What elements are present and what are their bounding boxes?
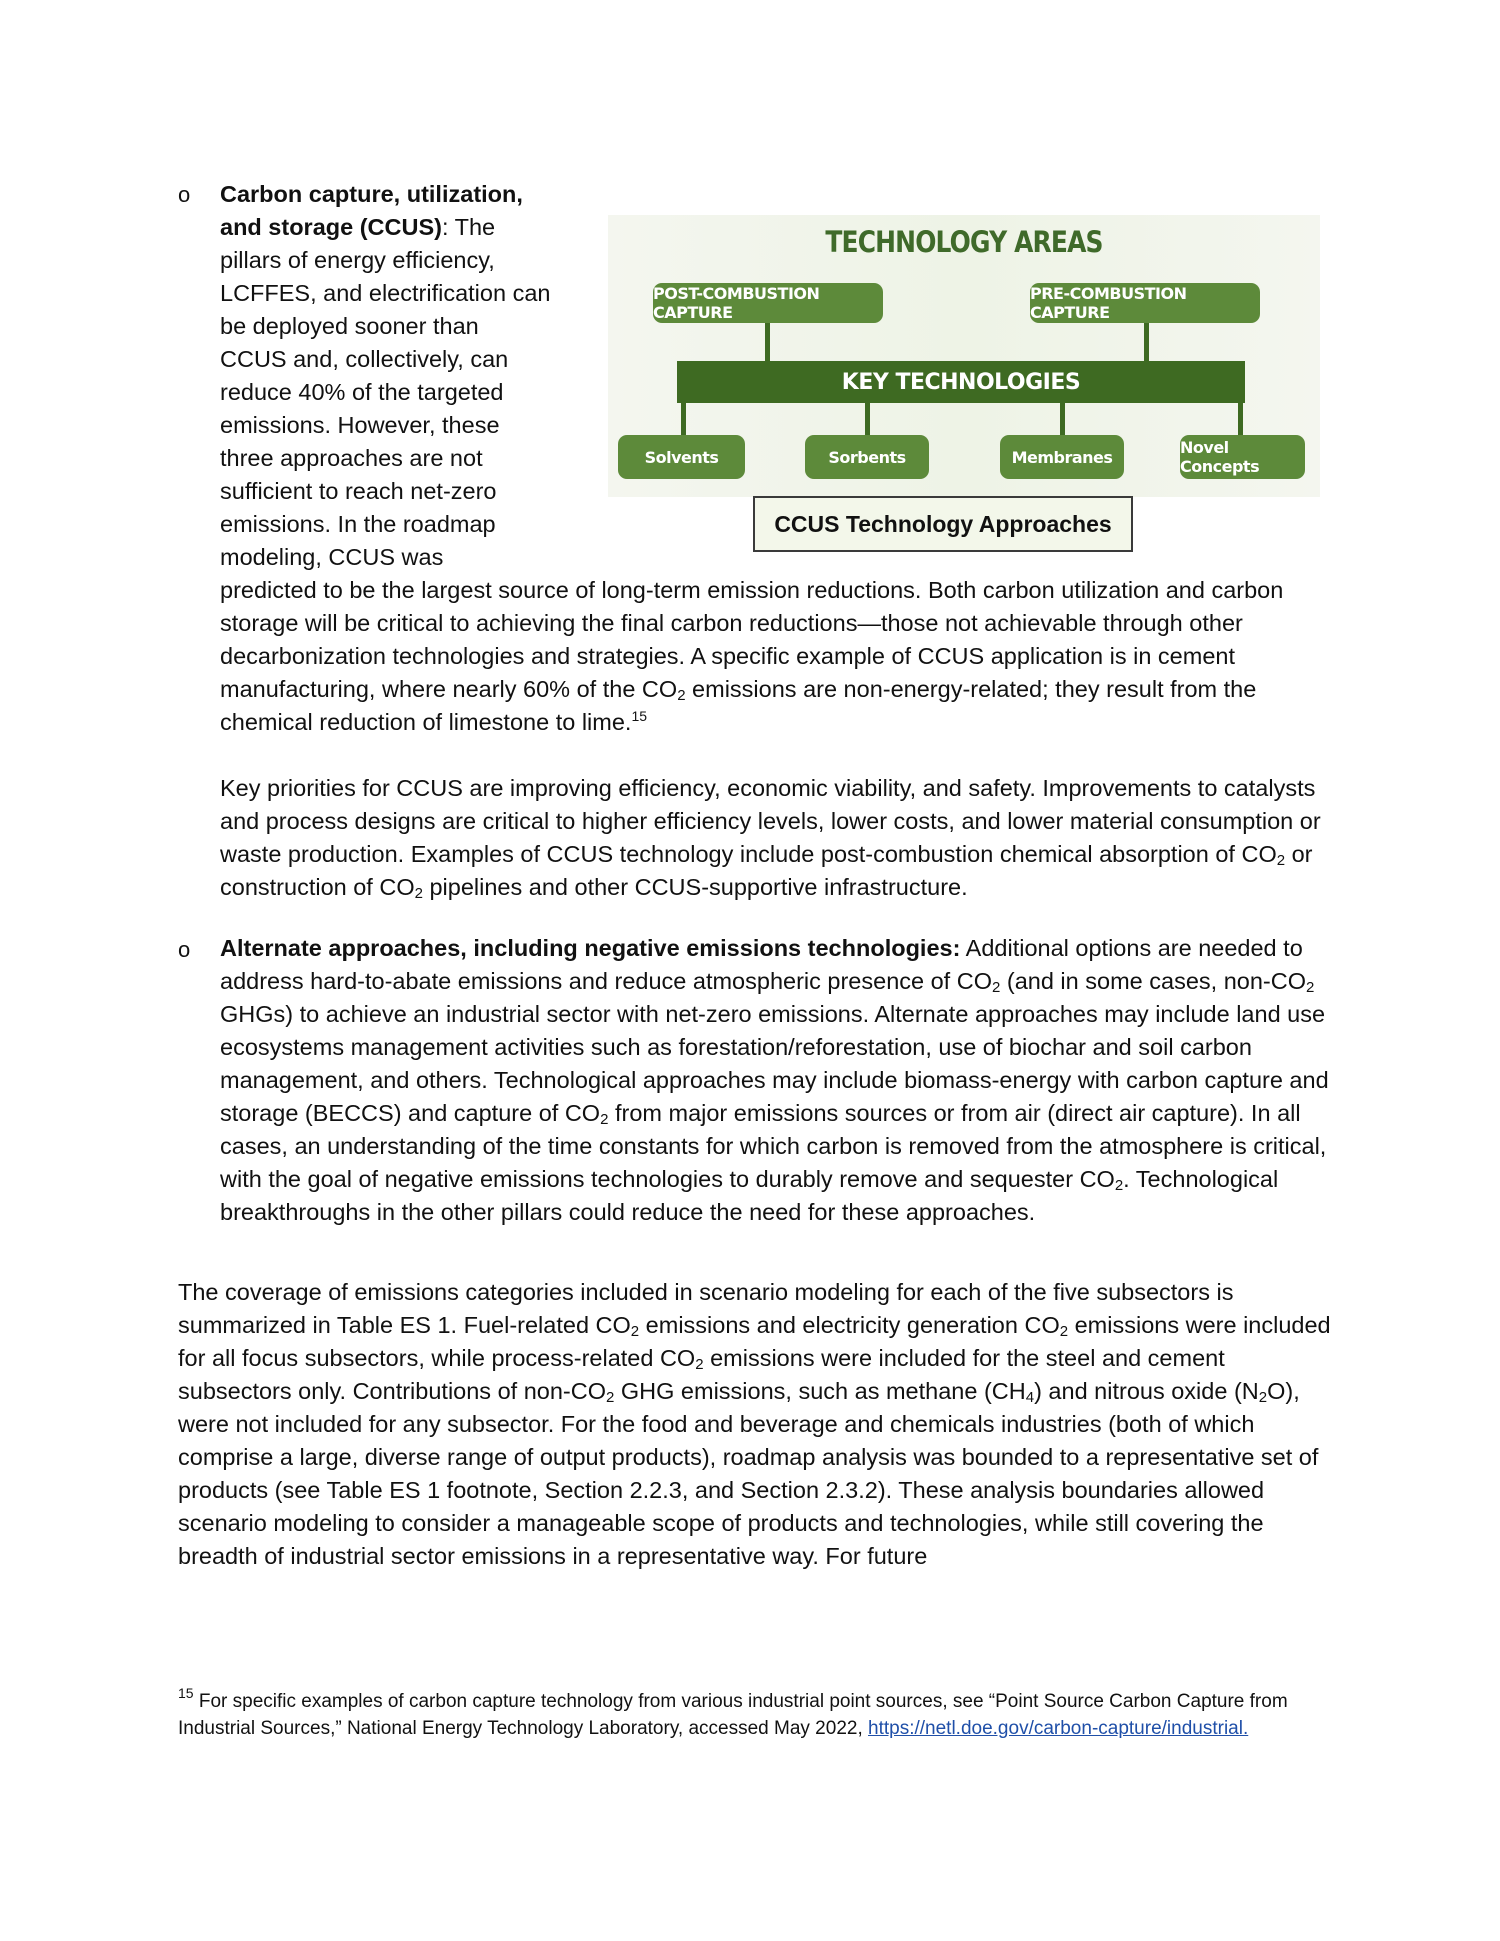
ccus-line: CCUS and, collectively, can — [220, 346, 509, 372]
alternate-text: Additional options are needed to address hard-to-abate emissions and reduce atmospheric presence of CO — [220, 935, 1303, 994]
subscript: 2 — [1276, 852, 1286, 869]
ccus-line: emissions. However, these — [220, 412, 500, 438]
body-text: emissions and electricity generation CO — [639, 1312, 1060, 1338]
diagram-caption: CCUS Technology Approaches — [753, 496, 1133, 552]
ccus-line: three approaches are not — [220, 445, 483, 471]
alternate-approaches-paragraph — [220, 932, 1335, 1229]
ccus-line: emissions. In the roadmap — [220, 511, 496, 537]
key-technologies-bar: KEY TECHNOLOGIES — [677, 361, 1245, 403]
subscript: 2 — [1305, 979, 1315, 996]
alternate-heading: Alternate approaches, including negative emissions technologies: — [220, 935, 961, 961]
bullet-marker: o — [178, 182, 191, 207]
priorities-text: pipelines and other CCUS-supportive infrastructure. — [422, 874, 968, 900]
ccus-line: LCFFES, and electrification can — [220, 280, 551, 306]
connector-line — [1060, 403, 1065, 435]
ccus-cont-text: emissions are non-energy-related; they result from the chemical reduction of limestone to lime. — [220, 676, 1257, 735]
solvents-box: Solvents — [618, 435, 745, 479]
subscript: 2 — [1059, 1323, 1069, 1340]
post-combustion-capture-box: POST-COMBUSTION CAPTURE — [653, 283, 883, 323]
ccus-line: sufficient to reach net-zero — [220, 478, 497, 504]
connector-line — [1238, 403, 1243, 435]
subscript: 2 — [1114, 1177, 1124, 1194]
ccus-line: pillars of energy efficiency, — [220, 247, 495, 273]
body-text: ) and nitrous oxide (N — [1034, 1378, 1259, 1404]
ccus-heading-line2: and storage (CCUS) — [220, 214, 442, 240]
ccus-wrapped-text — [220, 178, 570, 574]
ccus-line: modeling, CCUS was — [220, 544, 444, 570]
footnote — [178, 1685, 1328, 1742]
body-text: emissions were included for the steel and cement subsectors only. Contributions of non-CO — [178, 1345, 1225, 1404]
alternate-text: GHGs) to achieve an industrial sector with net-zero emissions. Alternate approaches may include land use ecosystems management activities such as forestation/reforestation, use of biochar and soil carbon management, and others. Technological approaches may include biomass-energy with carbon capture and storage (BECCS) and capture of CO — [220, 1001, 1329, 1126]
body-text: emissions were included for all focus subsectors, while process-related CO — [178, 1312, 1331, 1371]
subscript: 2 — [606, 1389, 615, 1406]
technology-areas-diagram — [608, 215, 1320, 497]
footnote-number: 15 — [178, 1685, 194, 1701]
subscript: 2 — [992, 979, 1001, 996]
sorbents-box: Sorbents — [805, 435, 929, 479]
ccus-line: reduce 40% of the targeted — [220, 379, 504, 405]
connector-line — [681, 403, 686, 435]
alternate-text: (and in some cases, non-CO — [1000, 968, 1306, 994]
subscript: 2 — [600, 1111, 609, 1128]
ccus-line: be deployed sooner than — [220, 313, 479, 339]
bullet-marker: o — [178, 937, 191, 962]
body-text: GHG emissions, such as methane (CH — [614, 1378, 1026, 1404]
diagram-title: TECHNOLOGY AREAS — [825, 225, 1103, 259]
ccus-priorities — [220, 772, 1335, 904]
connector-line — [765, 323, 770, 361]
ccus-continuation — [220, 574, 1335, 739]
footnote-ref[interactable]: 15 — [631, 708, 648, 724]
subscript: 2 — [695, 1356, 704, 1373]
footnote-text: For specific examples of carbon capture technology from various industrial point sources, see “Point Source Carbon Capture from Industrial Sources,” National Energy Technology Laboratory, accessed May 2022, — [178, 1691, 1288, 1739]
connector-line — [1144, 323, 1149, 361]
footnote-link[interactable]: https://netl.doe.gov/carbon-capture/industrial. — [868, 1718, 1249, 1739]
subscript: 2 — [677, 687, 686, 704]
coverage-paragraph — [178, 1276, 1336, 1573]
body-text: The coverage of emissions categories included in scenario modeling for each of the five subsectors is summarized in Table ES 1. Fuel-related CO — [178, 1279, 1234, 1338]
alternate-text: from major emissions sources or from air (direct air capture). In all cases, an understanding of the time constants for which carbon is removed from the atmosphere is critical, with the goal of negative emissions technologies to durably remove and sequester CO — [220, 1100, 1327, 1192]
membranes-box: Membranes — [1000, 435, 1124, 479]
ccus-heading-suffix: : The — [441, 214, 496, 240]
connector-line — [865, 403, 870, 435]
subscript: 4 — [1025, 1389, 1035, 1406]
subscript: 2 — [630, 1323, 640, 1340]
body-text: O), were not included for any subsector. For the food and beverage and chemicals industries (both of which comprise a large, diverse range of output products), roadmap analysis was bounded to a representative set of products (see Table ES 1 footnote, Section 2.2.3, and Section 2.3.2). These analysis boundaries allowed scenario modeling to consider a manageable scope of products and technologies, while still covering the breadth of industrial sector emissions in a representative way. For future — [178, 1378, 1319, 1569]
subscript: 2 — [414, 885, 423, 902]
pre-combustion-capture-box: PRE-COMBUSTION CAPTURE — [1030, 283, 1260, 323]
ccus-heading-line1: Carbon capture, utilization, — [220, 181, 523, 207]
ccus-cont-text: predicted to be the largest source of long-term emission reductions. Both carbon utilization and carbon storage will be critical to achieving the final carbon reductions—those not achievable through other decarbonization technologies and strategies. A specific example of CCUS application is in cement manufacturing, where nearly 60% of the CO — [220, 577, 1284, 702]
alternate-text: . Technological breakthroughs in the other pillars could reduce the need for these approaches. — [220, 1166, 1279, 1225]
priorities-text: or construction of CO — [220, 841, 1313, 900]
subscript: 2 — [1258, 1389, 1268, 1406]
priorities-text: Key priorities for CCUS are improving efficiency, economic viability, and safety. Improvements to catalysts and process designs are critical to higher efficiency levels, lower costs, and lower material consumption or waste production. Examples of CCUS technology include post-combustion chemical absorption of CO — [220, 775, 1321, 867]
novel-concepts-box: Novel Concepts — [1180, 435, 1305, 479]
